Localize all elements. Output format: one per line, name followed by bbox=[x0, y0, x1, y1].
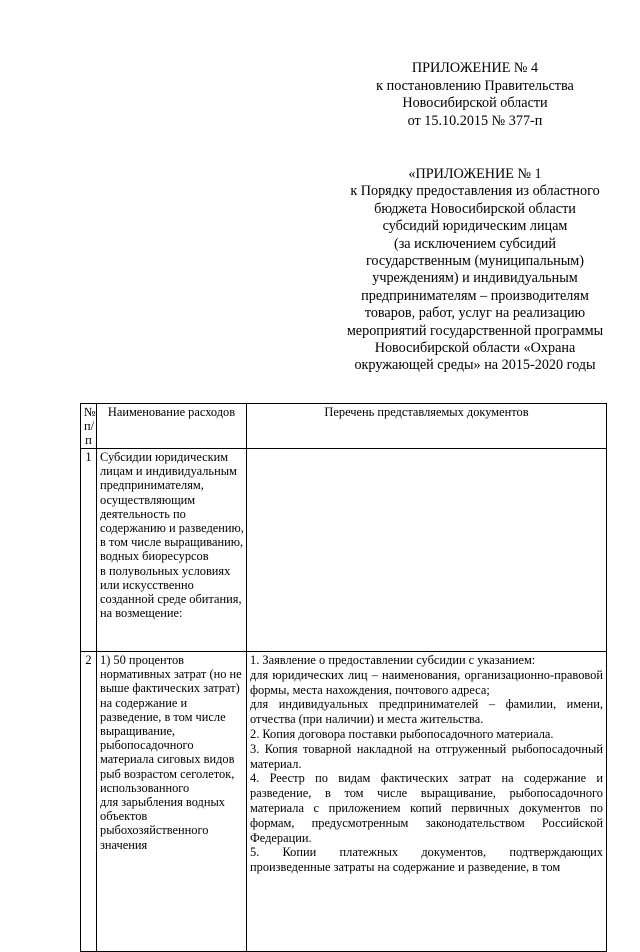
expense-line: предпринимателям, bbox=[100, 478, 204, 493]
annex-line: к Порядку предоставления из областного bbox=[350, 183, 600, 200]
table-row bbox=[81, 449, 607, 652]
table-header-row bbox=[81, 404, 607, 449]
annex-1-header bbox=[330, 166, 620, 375]
expense-name-cell bbox=[97, 652, 247, 952]
header-expense-name: Наименование расходов bbox=[97, 404, 247, 449]
annex-line: бюджета Новосибирской области bbox=[374, 200, 576, 217]
header-documents: Перечень представляемых документов bbox=[247, 404, 607, 449]
expense-line: рыбопосадочного bbox=[100, 738, 194, 753]
expense-line: значения bbox=[100, 837, 148, 852]
annex-line: Новосибирской области bbox=[402, 95, 548, 112]
document-item: 4. Реестр по видам фактических затрат на содержание и разведение, в том числе выращивание, рыбопосадочного материала с приложением копий первичных документов по формам, предусмотренным законодательством Российской Федерации. bbox=[250, 771, 603, 845]
annex-line: предпринимателям – производителям bbox=[361, 287, 589, 304]
annex-line: (за исключением субсидий bbox=[393, 235, 557, 252]
annex-line: от 15.10.2015 № 377-п bbox=[407, 112, 543, 129]
expense-line: материала сиговых видов bbox=[100, 752, 235, 767]
annex-line: ПРИЛОЖЕНИЕ № 4 bbox=[411, 60, 539, 76]
expense-line: созданной среде обитания, bbox=[100, 592, 242, 607]
expense-line: рыб возрастом сеголеток, bbox=[100, 766, 235, 781]
document-item: 1. Заявление о предоставлении субсидии с указанием: bbox=[250, 653, 536, 667]
document-item: 3. Копия товарной накладной на отгруженный рыбопосадочный материал. bbox=[250, 741, 603, 771]
expense-line: водных биоресурсов bbox=[100, 549, 209, 564]
annex-4-header bbox=[330, 60, 620, 130]
documents-cell-empty bbox=[247, 449, 607, 652]
expense-line: на содержание и bbox=[100, 695, 188, 710]
expense-line: для зарыбления водных bbox=[100, 795, 225, 810]
expense-line: Субсидии юридическим bbox=[100, 450, 229, 464]
expense-name-cell bbox=[97, 449, 247, 652]
annex-line: учреждениям) и индивидуальным bbox=[372, 270, 578, 287]
expense-line: выращивание, bbox=[100, 724, 176, 739]
expense-line: деятельность по bbox=[100, 506, 186, 521]
document-item: для юридических лиц – наименования, организационно-правовой формы, места нахождения, почтового адреса; bbox=[250, 667, 603, 697]
expense-line: в том числе выращиванию, bbox=[100, 535, 244, 550]
expense-line: использованного bbox=[100, 780, 190, 795]
row-number: 1 bbox=[81, 449, 97, 652]
expense-line: выше фактических затрат) bbox=[100, 681, 240, 696]
expense-line: в полувольных условиях bbox=[100, 563, 231, 578]
expense-line: объектов bbox=[100, 809, 148, 824]
annex-line: государственным (муниципальным) bbox=[365, 253, 585, 270]
documents-list-cell bbox=[247, 652, 607, 952]
annex-line: субсидий юридическим лицам bbox=[382, 218, 568, 235]
expense-line: на возмещение: bbox=[100, 606, 183, 621]
annex-line: Новосибирской области «Охрана bbox=[374, 340, 576, 357]
annex-line: окружающей среды» на 2015-2020 годы bbox=[354, 357, 596, 374]
expense-line: 1) 50 процентов bbox=[100, 653, 184, 667]
document-item: 5. Копии платежных документов, подтверждающих произведенные затраты на содержание и разведение, в том bbox=[250, 845, 603, 875]
header-number: № п/п bbox=[81, 404, 97, 449]
expense-line: или искусственно bbox=[100, 577, 194, 592]
expense-line: лицам и индивидуальным bbox=[100, 464, 237, 479]
annex-line: товаров, работ, услуг на реализацию bbox=[364, 305, 586, 322]
document-item: 2. Копия договора поставки рыбопосадочного материала. bbox=[250, 726, 554, 741]
expense-line: содержанию и разведению, bbox=[100, 521, 244, 536]
annex-line: мероприятий государственной программы bbox=[346, 322, 604, 339]
documents-table bbox=[80, 403, 607, 952]
row-number: 2 bbox=[81, 652, 97, 952]
expense-line: рыбохозяйственного bbox=[100, 823, 209, 838]
annex-line: «ПРИЛОЖЕНИЕ № 1 bbox=[408, 166, 542, 182]
table-row bbox=[81, 652, 607, 952]
expense-line: разведение, в том числе bbox=[100, 709, 226, 724]
expense-line: нормативных затрат (но не bbox=[100, 667, 242, 682]
annex-line: к постановлению Правительства bbox=[376, 77, 574, 94]
document-item: для индивидуальных предпринимателей – фамилии, имени, отчества (при наличии) и места жительства. bbox=[250, 697, 603, 727]
expense-line: осуществляющим bbox=[100, 492, 196, 507]
